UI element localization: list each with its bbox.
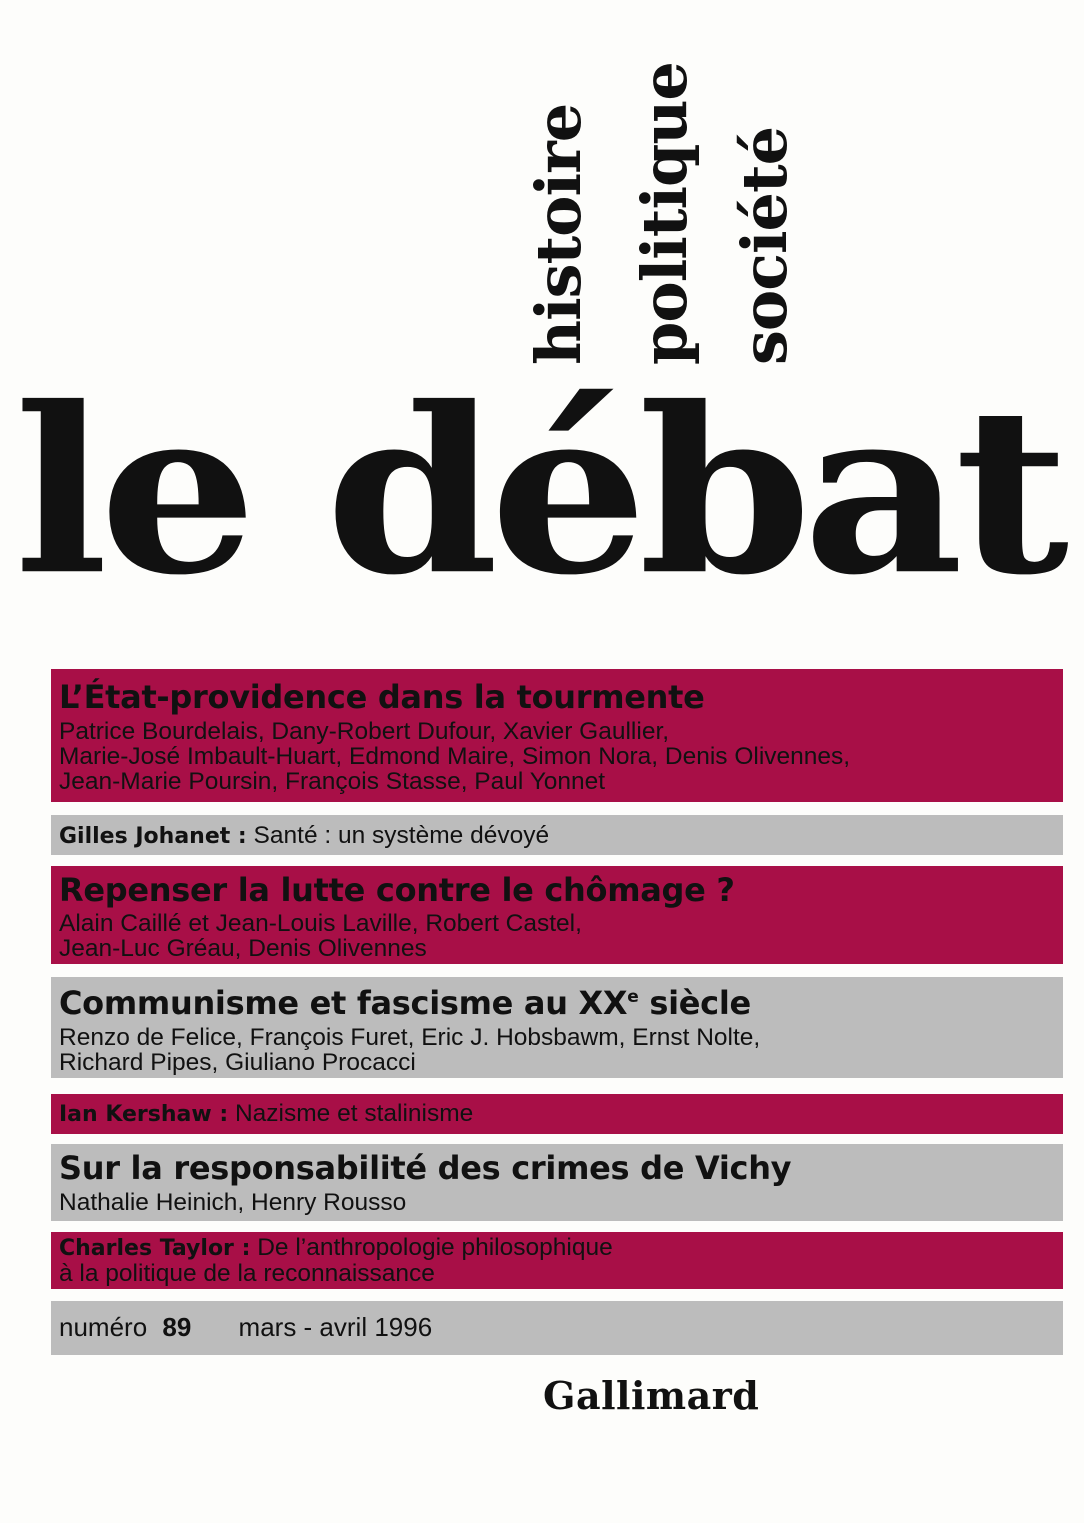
publisher-name: Gallimard xyxy=(543,1373,760,1418)
section-chomage xyxy=(51,866,1063,964)
section-authors xyxy=(59,719,1063,794)
section-johanet xyxy=(51,815,1063,855)
section-title: Sur la responsabilité des crimes de Vichy xyxy=(59,1149,792,1187)
author-line: Jean-Luc Gréau, Denis Olivennes xyxy=(59,935,427,962)
issue-band xyxy=(51,1301,1063,1355)
masthead-title: le débat xyxy=(14,357,1061,626)
section-title: Repenser la lutte contre le chômage ? xyxy=(59,871,735,909)
section-authors xyxy=(59,1190,1063,1215)
section-title: Communisme et fascisme au XXe siècle xyxy=(59,984,751,1022)
section-title: L’État-providence dans la tourmente xyxy=(59,678,705,716)
section-authors xyxy=(59,1025,1063,1075)
section-vichy xyxy=(51,1144,1063,1221)
article-author: Ian Kershaw : xyxy=(59,1102,229,1127)
article-title: De l’anthropologie philosophique xyxy=(257,1234,613,1261)
subtitle-politique: politique xyxy=(628,62,701,365)
author-line: Alain Caillé et Jean-Louis Laville, Robert Castel, xyxy=(59,910,582,937)
section-taylor xyxy=(51,1232,1063,1289)
section-authors xyxy=(59,911,1063,961)
issue-label: numéro xyxy=(59,1312,148,1342)
article-title-continued: à la politique de la reconnaissance xyxy=(59,1260,435,1287)
author-line: Patrice Bourdelais, Dany-Robert Dufour, Xavier Gaullier, xyxy=(59,718,670,745)
author-line: Renzo de Felice, François Furet, Eric J. Hobsbawm, Ernst Nolte, xyxy=(59,1024,761,1051)
author-line: Marie-José Imbault-Huart, Edmond Maire, Simon Nora, Denis Olivennes, xyxy=(59,743,851,770)
article-title: Nazisme et stalinisme xyxy=(234,1100,474,1127)
article-title: Santé : un système dévoyé xyxy=(253,822,550,849)
author-line: Jean-Marie Poursin, François Stasse, Paul Yonnet xyxy=(59,768,606,795)
author-line: Richard Pipes, Giuliano Procacci xyxy=(59,1049,416,1076)
subtitle-societe: société xyxy=(728,126,801,365)
author-line: Nathalie Heinich, Henry Rousso xyxy=(59,1189,407,1216)
issue-date: mars - avril 1996 xyxy=(238,1312,433,1342)
section-etat-providence xyxy=(51,669,1063,802)
issue-number: 89 xyxy=(162,1312,192,1342)
article-author: Gilles Johanet : xyxy=(59,824,247,849)
article-author: Charles Taylor : xyxy=(59,1236,251,1261)
section-kershaw xyxy=(51,1094,1063,1134)
subtitle-histoire: histoire xyxy=(522,103,595,365)
section-communisme-fascisme xyxy=(51,977,1063,1078)
